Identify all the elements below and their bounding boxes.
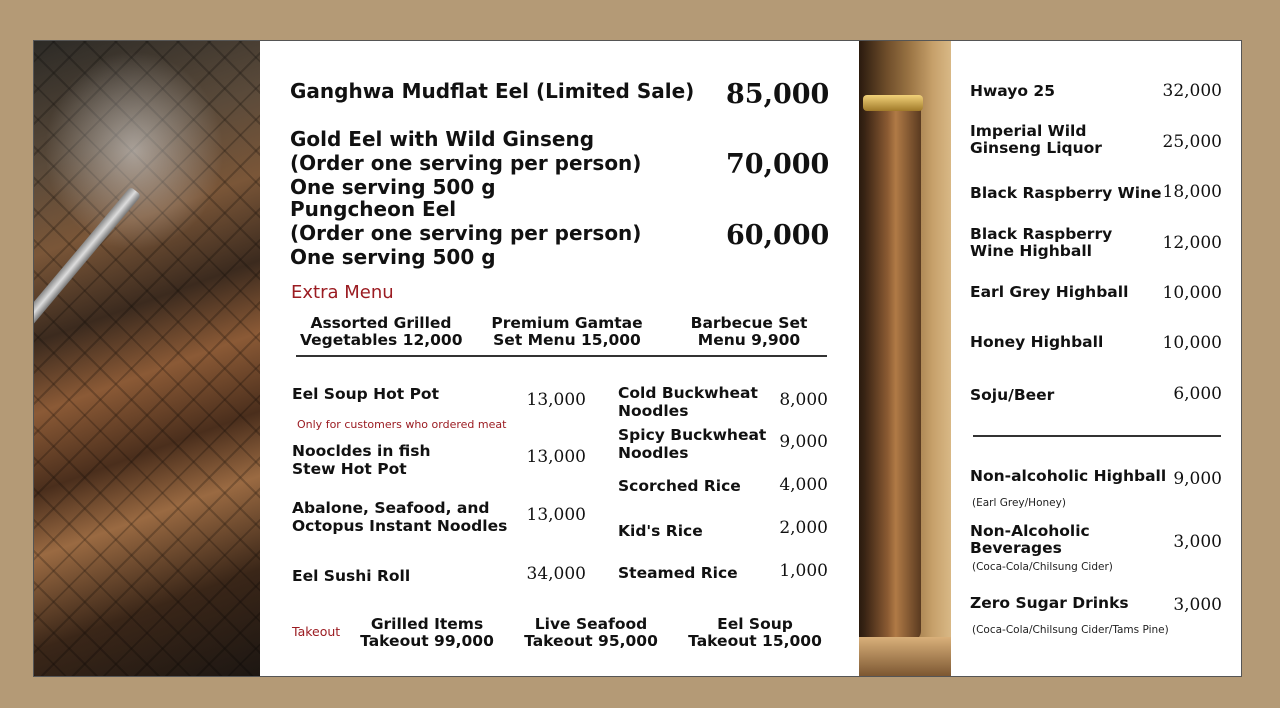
main-item-name: Ganghwa Mudflat Eel (Limited Sale) — [290, 79, 695, 103]
drink-price: 9,000 — [1173, 469, 1222, 489]
main-item-price: 85,000 — [726, 79, 830, 110]
drink-name: Hwayo 25 — [970, 82, 1055, 100]
menu-item-name: Kid's Rice — [618, 522, 703, 540]
meat-note: Only for customers who ordered meat — [297, 418, 507, 431]
menu-item-name: Abalone, Seafood, and Octopus Instant Noodles — [292, 499, 508, 535]
divider — [973, 435, 1221, 437]
menu-item-price: 1,000 — [779, 561, 828, 581]
drink-name: Earl Grey Highball — [970, 283, 1129, 301]
drink-name: Black Raspberry Wine — [970, 184, 1162, 202]
drink-price: 10,000 — [1162, 333, 1222, 353]
menu-item-name: Cold Buckwheat Noodles — [618, 384, 758, 420]
menu-item-price: 9,000 — [779, 432, 828, 452]
set-menu-item: Assorted Grilled Vegetables 12,000 — [300, 314, 463, 349]
menu-item-price: 8,000 — [779, 390, 828, 410]
set-menu-item: Premium Gamtae Set Menu 15,000 — [491, 314, 643, 349]
drink-price: 3,000 — [1173, 532, 1222, 552]
drink-price: 12,000 — [1162, 233, 1222, 253]
drink-name: Non-Alcoholic Beverages — [970, 522, 1090, 557]
drink-note: (Coca-Cola/Chilsung Cider) — [972, 561, 1113, 573]
extra-menu-title: Extra Menu — [291, 282, 394, 303]
menu-item-price: 13,000 — [526, 505, 586, 525]
drink-name: Honey Highball — [970, 333, 1104, 351]
takeout-label: Takeout — [292, 624, 341, 639]
drink-price: 25,000 — [1162, 132, 1222, 152]
drink-note: (Coca-Cola/Chilsung Cider/Tams Pine) — [972, 624, 1169, 636]
drink-name: Imperial Wild Ginseng Liquor — [970, 122, 1102, 157]
menu-item-price: 4,000 — [779, 475, 828, 495]
main-item-name: Pungcheon Eel (Order one serving per person) One serving 500 g — [290, 197, 642, 269]
set-menu-item: Barbecue Set Menu 9,900 — [690, 314, 808, 349]
menu-item-name: Steamed Rice — [618, 564, 738, 582]
drink-price: 3,000 — [1173, 595, 1222, 615]
drink-price: 10,000 — [1162, 283, 1222, 303]
drink-name: Non-alcoholic Highball — [970, 467, 1167, 485]
divider — [296, 355, 827, 357]
drink-price: 6,000 — [1173, 384, 1222, 404]
main-item-name: Gold Eel with Wild Ginseng (Order one serving per person) One serving 500 g — [290, 127, 642, 199]
drink-name: Soju/Beer — [970, 386, 1055, 404]
drink-note: (Earl Grey/Honey) — [972, 497, 1066, 509]
main-item-price: 60,000 — [726, 220, 830, 251]
menu-item-name: Eel Sushi Roll — [292, 567, 411, 585]
menu-item-name: Spicy Buckwheat Noodles — [618, 426, 767, 462]
menu-item-name: Noocldes in fish Stew Hot Pot — [292, 442, 431, 478]
takeout-item: Eel Soup Takeout 15,000 — [688, 615, 822, 650]
drink-name: Zero Sugar Drinks — [970, 594, 1129, 612]
ginseng-liquor-photo — [859, 41, 951, 677]
grilled-eel-photo — [34, 41, 260, 677]
menu-item-name: Eel Soup Hot Pot — [292, 385, 439, 403]
menu-board — [33, 40, 1242, 677]
menu-item-price: 13,000 — [526, 390, 586, 410]
drink-price: 32,000 — [1162, 81, 1222, 101]
takeout-item: Live Seafood Takeout 95,000 — [524, 615, 658, 650]
main-item-price: 70,000 — [726, 149, 830, 180]
menu-item-price: 2,000 — [779, 518, 828, 538]
menu-item-price: 13,000 — [526, 447, 586, 467]
drink-name: Black Raspberry Wine Highball — [970, 225, 1113, 260]
menu-item-name: Scorched Rice — [618, 477, 741, 495]
drink-price: 18,000 — [1162, 182, 1222, 202]
takeout-item: Grilled Items Takeout 99,000 — [360, 615, 494, 650]
menu-item-price: 34,000 — [526, 564, 586, 584]
